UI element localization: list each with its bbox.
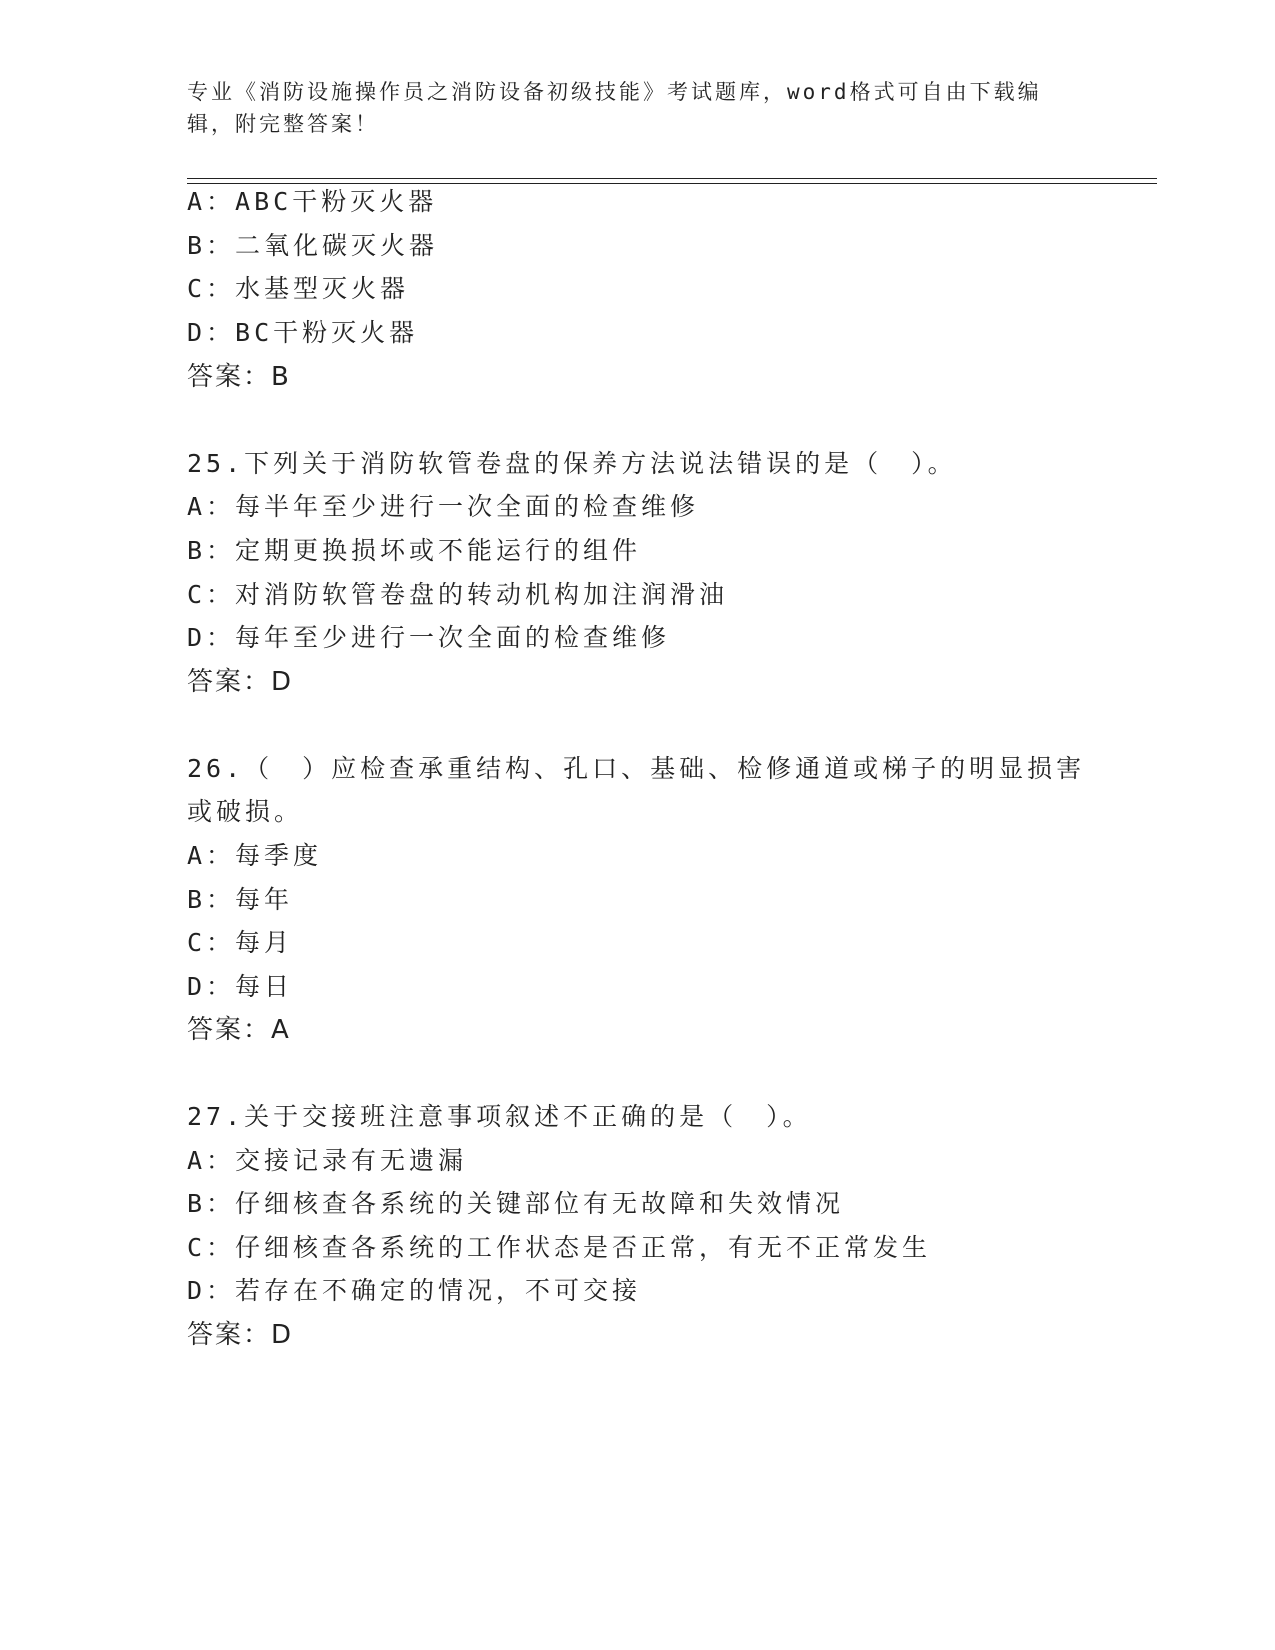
question-stem: 27.关于交接班注意事项叙述不正确的是（ ）。	[187, 1102, 812, 1131]
option-d: D：每日	[187, 972, 294, 1001]
option-b: B：仔细核查各系统的关键部位有无故障和失效情况	[187, 1189, 845, 1218]
answer-line: 答案：D	[187, 1320, 294, 1350]
question-stem: 25.下列关于消防软管卷盘的保养方法说法错误的是（ ）。	[187, 449, 957, 478]
option-d: D：若存在不确定的情况，不可交接	[187, 1276, 642, 1305]
option-a: A：每半年至少进行一次全面的检查维修	[187, 492, 700, 521]
option-d: D：每年至少进行一次全面的检查维修	[187, 623, 671, 652]
header-divider	[187, 178, 1157, 184]
document-header: 专业《消防设施操作员之消防设备初级技能》考试题库，word格式可自由下载编辑，附完整答案！	[187, 80, 1042, 136]
option-b: B：定期更换损坏或不能运行的组件	[187, 536, 642, 565]
option-c: C：仔细核查各系统的工作状态是否正常，有无不正常发生	[187, 1233, 932, 1262]
answer-line: 答案：B	[187, 362, 291, 392]
option-d: D：BC干粉灭火器	[187, 318, 419, 347]
option-b: B：每年	[187, 885, 294, 914]
answer-line: 答案：D	[187, 667, 294, 697]
option-a: A：每季度	[187, 841, 323, 870]
option-b: B：二氧化碳灭火器	[187, 231, 439, 260]
question-stem: 26.（ ）应检查承重结构、孔口、基础、检修通道或梯子的明显损害	[187, 754, 1086, 783]
option-c: C：对消防软管卷盘的转动机构加注润滑油	[187, 580, 729, 609]
question-stem-continued: 或破损。	[187, 797, 304, 826]
option-c: C：每月	[187, 928, 294, 957]
option-a: A：交接记录有无遗漏	[187, 1146, 468, 1175]
option-a: A：ABC干粉灭火器	[187, 187, 438, 216]
answer-line: 答案：A	[187, 1015, 291, 1045]
option-c: C：水基型灭火器	[187, 274, 410, 303]
